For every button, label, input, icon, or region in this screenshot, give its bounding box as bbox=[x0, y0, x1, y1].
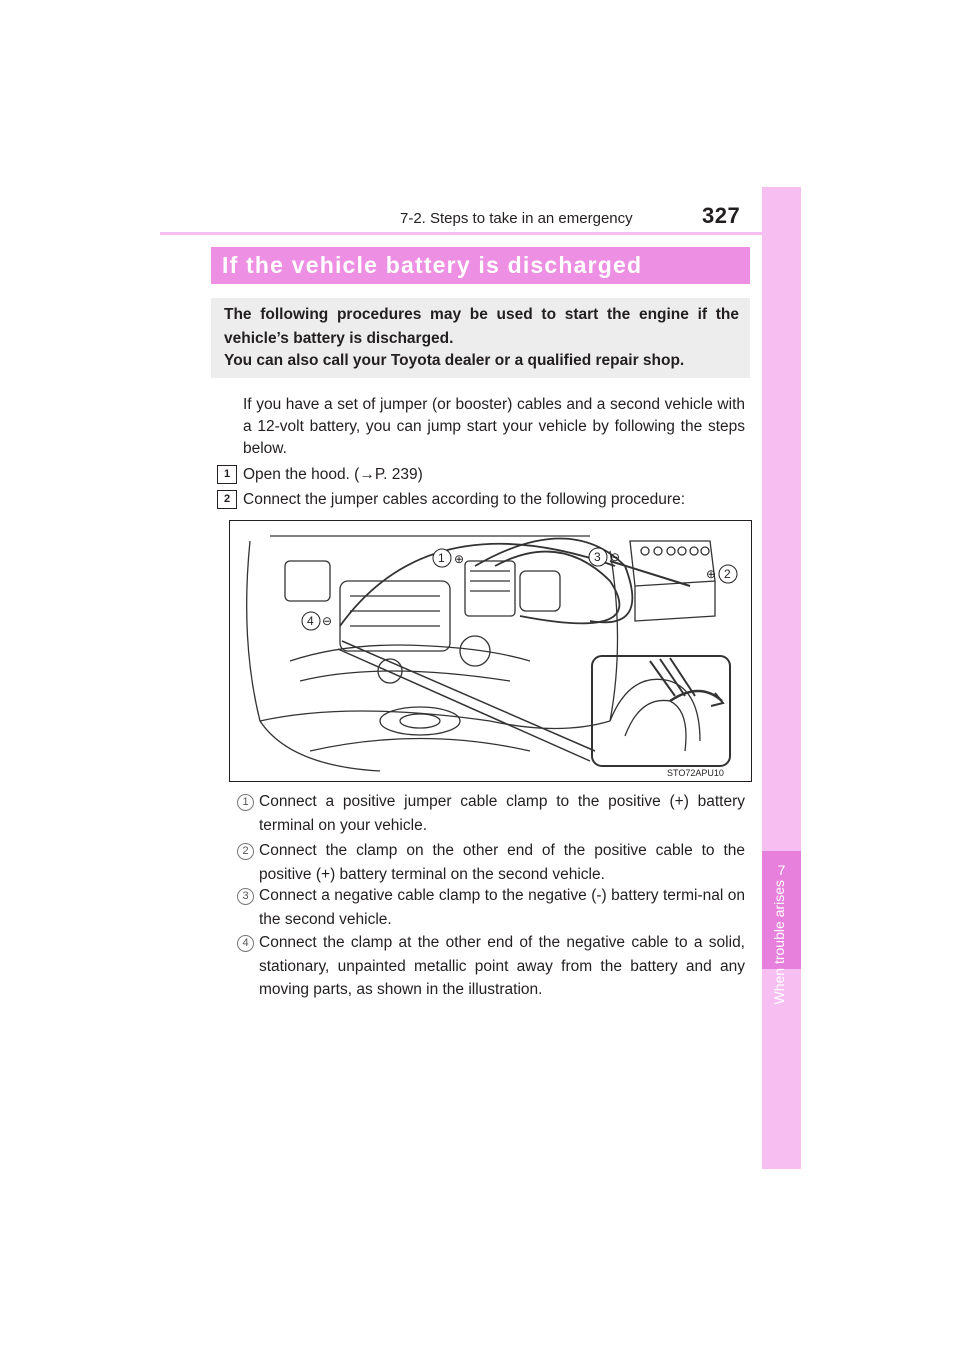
page-number: 327 bbox=[702, 203, 741, 228]
intro-line-2: vehicle’s battery is discharged. bbox=[224, 330, 454, 347]
svg-text:⊖: ⊖ bbox=[322, 614, 333, 628]
substep-number-3: 3 bbox=[237, 888, 254, 905]
substep-text-1: Connect a positive jumper cable clamp to the positive (+) battery terminal on your vehicle. bbox=[259, 793, 745, 834]
svg-text:⊕: ⊕ bbox=[454, 552, 465, 566]
substep-number-2: 2 bbox=[237, 843, 254, 860]
substep-number-1: 1 bbox=[237, 794, 254, 811]
step-text-2: Connect the jumper cables according to the following procedure: bbox=[243, 491, 686, 508]
intro-line-1: The following procedures may be used to start the engine if the bbox=[224, 306, 739, 323]
callout-1: 1 bbox=[438, 551, 445, 565]
substep-number-4: 4 bbox=[237, 935, 254, 952]
header-rule bbox=[160, 232, 801, 235]
callout-3: 3 bbox=[594, 550, 601, 564]
chapter-number: 7 bbox=[777, 862, 786, 878]
svg-text:⊖: ⊖ bbox=[610, 550, 621, 564]
chapter-label: When trouble arises bbox=[771, 880, 787, 1005]
callout-2: 2 bbox=[724, 567, 731, 581]
engine-bay-drawing bbox=[230, 521, 751, 781]
substep-text-2: Connect the clamp on the other end of the positive cable to the positive (+) battery terminal on the second vehicle. bbox=[259, 842, 745, 883]
chapter-label-wrap bbox=[762, 880, 801, 1005]
substep-text-4: Connect the clamp at the other end of the negative cable to a solid, stationary, unpainted metallic point away from the battery and any moving parts, as shown in the illustration. bbox=[259, 934, 745, 998]
step-number-1: 1 bbox=[217, 465, 237, 484]
svg-text:⊕: ⊕ bbox=[706, 567, 717, 581]
intro-line-3: You can also call your Toyota dealer or a qualified repair shop. bbox=[224, 352, 685, 369]
page-title: If the vehicle battery is discharged bbox=[222, 252, 643, 278]
step-number-2: 2 bbox=[217, 490, 237, 509]
illustration-code: STO72APU10 bbox=[667, 768, 724, 778]
callout-4: 4 bbox=[307, 614, 314, 628]
step-text-1: Open the hood. (→P. 239) bbox=[243, 466, 423, 483]
jump-start-illustration bbox=[229, 520, 752, 782]
substep-text-3: Connect a negative cable clamp to the negative (-) battery termi-nal on the second vehicle. bbox=[259, 887, 745, 928]
chapter-side-tab bbox=[762, 187, 801, 1169]
intro-paragraph: If you have a set of jumper (or booster) cables and a second vehicle with a 12-volt battery, you can jump start your vehicle by following the steps below. bbox=[243, 396, 745, 457]
section-reference: 7-2. Steps to take in an emergency bbox=[400, 210, 633, 227]
